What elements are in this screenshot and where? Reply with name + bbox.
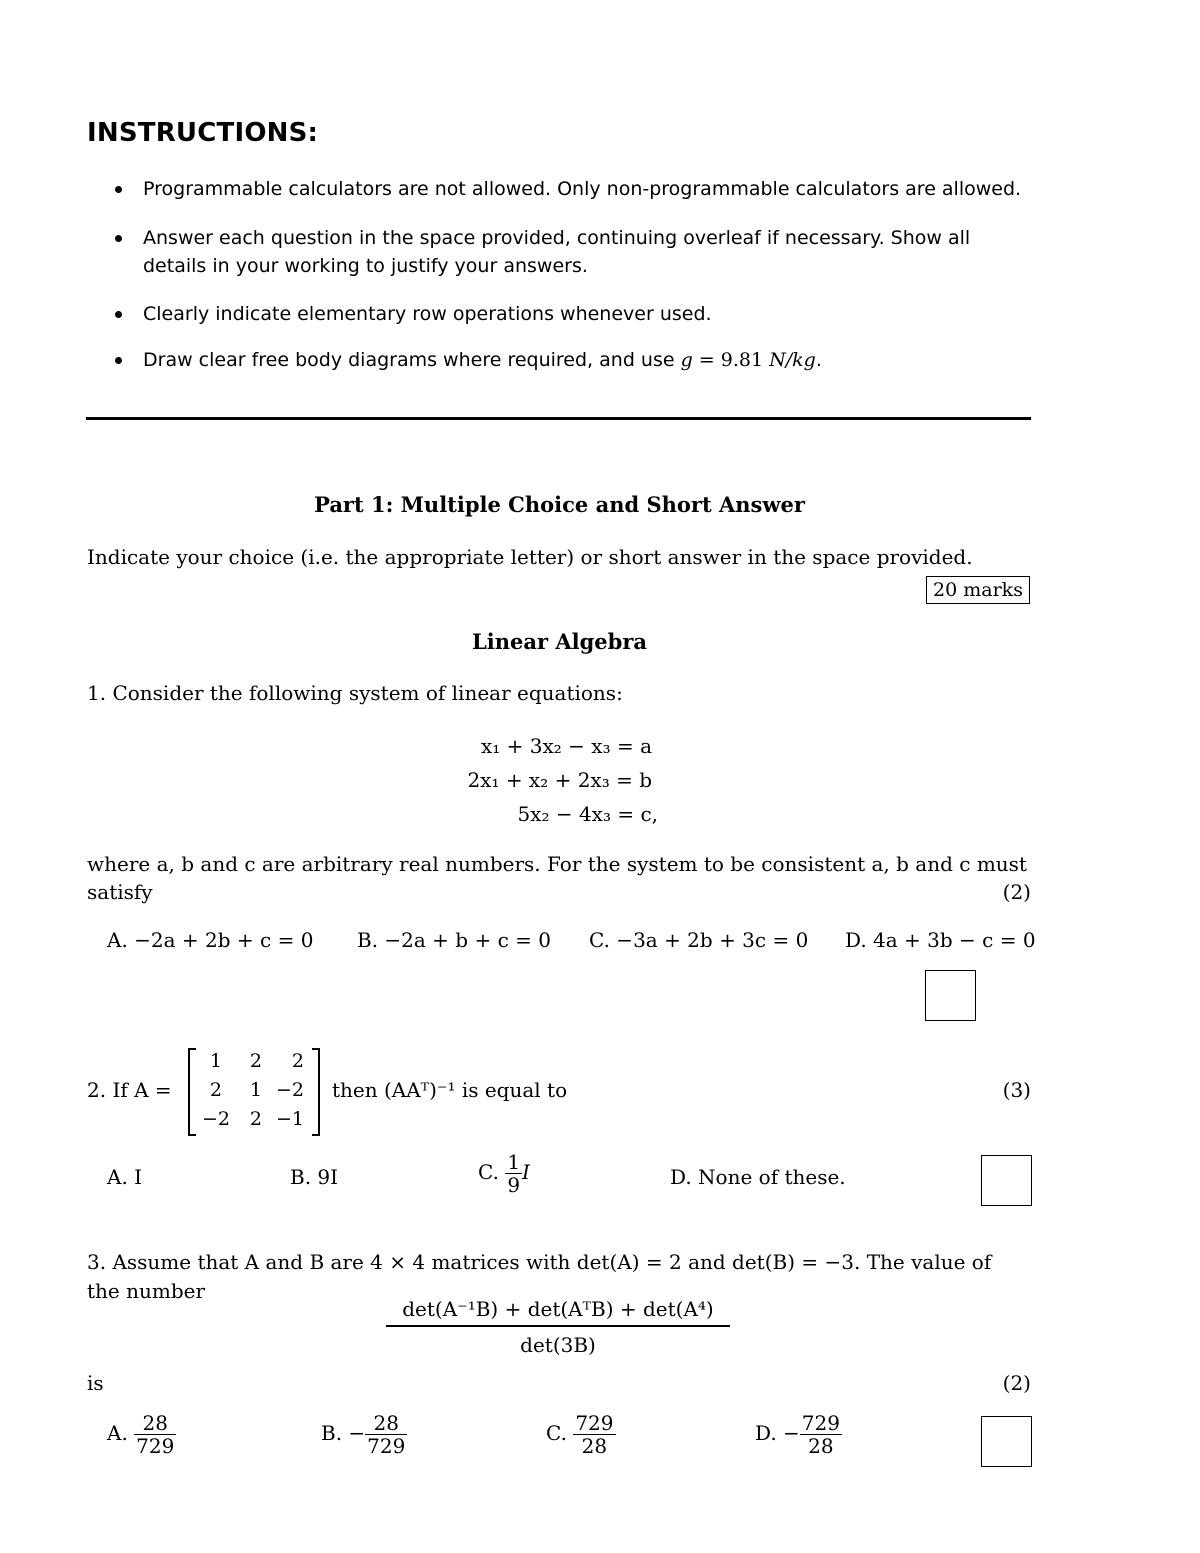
matrix-cell: −1 [275,1108,304,1130]
instruction-text: Programmable calculators are not allowed. Only non-programmable calculators are allowed. [143,178,1022,200]
q1-answer-box[interactable] [925,970,976,1021]
q3-expression [386,1297,730,1357]
q1-option-b: B. −2a + b + c = 0 [357,928,551,952]
q1-condition-text: where a, b and c are arbitrary real numbers. For the system to be consistent a, b and c must [87,852,1027,876]
q3-option-d-label: D. − [755,1421,800,1445]
matrix-cell: 1 [209,1050,222,1072]
q3-option-d [755,1412,842,1457]
part-instructions: Indicate your choice (i.e. the appropriate letter) or short answer in the space provided. [87,545,973,569]
q2-option-c-fraction [505,1151,522,1196]
fraction-numerator: 28 [365,1412,407,1435]
q2-option-c [478,1151,530,1196]
fraction-numerator: 729 [801,1411,840,1435]
instruction-period: . [815,349,822,371]
q3-stem: 3. Assume that A and B are 4 × 4 matrices with det(A) = 2 and det(B) = −3. The value of [87,1250,992,1274]
fraction-denominator: 9 [507,1173,521,1197]
q3-marks: (2) [1002,1371,1031,1395]
fraction-denominator: 28 [581,1434,608,1458]
matrix-cell: 2 [209,1079,222,1101]
matrix-cell: −2 [201,1108,230,1130]
instruction-text [143,346,1038,374]
q3-option-c [546,1412,616,1457]
q3-option-a-label: A. [107,1421,128,1445]
q3-option-a-fraction [134,1412,176,1457]
q2-option-b: B. 9I [290,1165,339,1189]
q3-numerator: det(A⁻¹B) + det(AᵀB) + det(A⁴) [402,1297,714,1321]
instruction-text-main: Draw clear free body diagrams where required, and use [143,349,681,371]
total-marks-box: 20 marks [926,576,1030,604]
q2-prefix: 2. If A = [87,1078,172,1102]
matrix-cell: 2 [249,1108,262,1130]
q2-option-c-label: C. [478,1160,499,1184]
section-divider [86,417,1031,420]
q1-option-c: C. −3a + 2b + 3c = 0 [589,928,809,952]
right-bracket [312,1048,320,1136]
q2-option-d: D. None of these. [670,1165,846,1189]
q1-stem: 1. Consider the following system of linear equations: [87,681,623,705]
q1-marks: (2) [1002,880,1031,904]
q1-option-a: A. −2a + 2b + c = 0 [107,928,314,952]
q2-option-a: A. I [107,1165,143,1189]
matrix-cell: 2 [291,1050,304,1072]
q2-matrix [188,1048,320,1134]
fraction-numerator: 729 [575,1411,614,1435]
q2-option-c-var: I [522,1160,530,1184]
q1-equation-1: x₁ + 3x₂ − x₃ = a [481,734,652,758]
instruction-text: Clearly indicate elementary row operations whenever used. [143,303,712,325]
q3-option-b-fraction [365,1412,407,1457]
q3-is-text: is [87,1371,104,1395]
q3-option-a [107,1412,176,1457]
fraction-denominator: 28 [808,1434,834,1458]
fraction-numerator: 28 [134,1412,176,1435]
q3-option-b [321,1412,407,1457]
q3-answer-box[interactable] [981,1416,1032,1467]
part-title: Part 1: Multiple Choice and Short Answer [314,492,805,517]
matrix-cell: 1 [249,1079,262,1101]
fraction-denominator: 729 [367,1434,406,1458]
gravity-unit: N/kg [769,349,816,371]
q3-option-c-fraction [573,1412,615,1457]
instruction-text: Answer each question in the space provided, continuing overleaf if necessary. Show all details in your working to justify your answers. [143,227,971,277]
q2-marks: (3) [1002,1078,1031,1102]
gravity-value: = 9.81 [692,349,770,371]
section-title: Linear Algebra [471,629,648,654]
q2-answer-box[interactable] [981,1155,1032,1206]
q3-option-b-label: B. − [321,1421,366,1445]
q1-equation-3: 5x₂ − 4x₃ = c, [517,802,658,826]
bullet-icon [115,186,122,193]
bullet-icon [115,311,122,318]
bullet-icon [115,357,122,364]
instructions-heading: INSTRUCTIONS: [87,118,319,148]
bullet-icon [115,235,122,242]
gravity-symbol: g [680,349,693,371]
q1-equation-2: 2x₁ + x₂ + 2x₃ = b [467,768,652,792]
q3-option-d-fraction [800,1412,842,1457]
matrix-cell: −2 [275,1079,304,1101]
matrix-cell: 2 [249,1050,262,1072]
q1-condition-text-cont: satisfy [87,880,153,904]
q3-denominator: det(3B) [520,1332,596,1357]
fraction-denominator: 729 [136,1434,175,1458]
q1-option-d: D. 4a + 3b − c = 0 [845,928,1036,952]
q3-option-c-label: C. [546,1421,567,1445]
fraction-numerator: 1 [507,1150,521,1174]
q2-suffix: then (AAᵀ)⁻¹ is equal to [332,1078,568,1102]
q3-stem-cont: the number [87,1279,206,1303]
